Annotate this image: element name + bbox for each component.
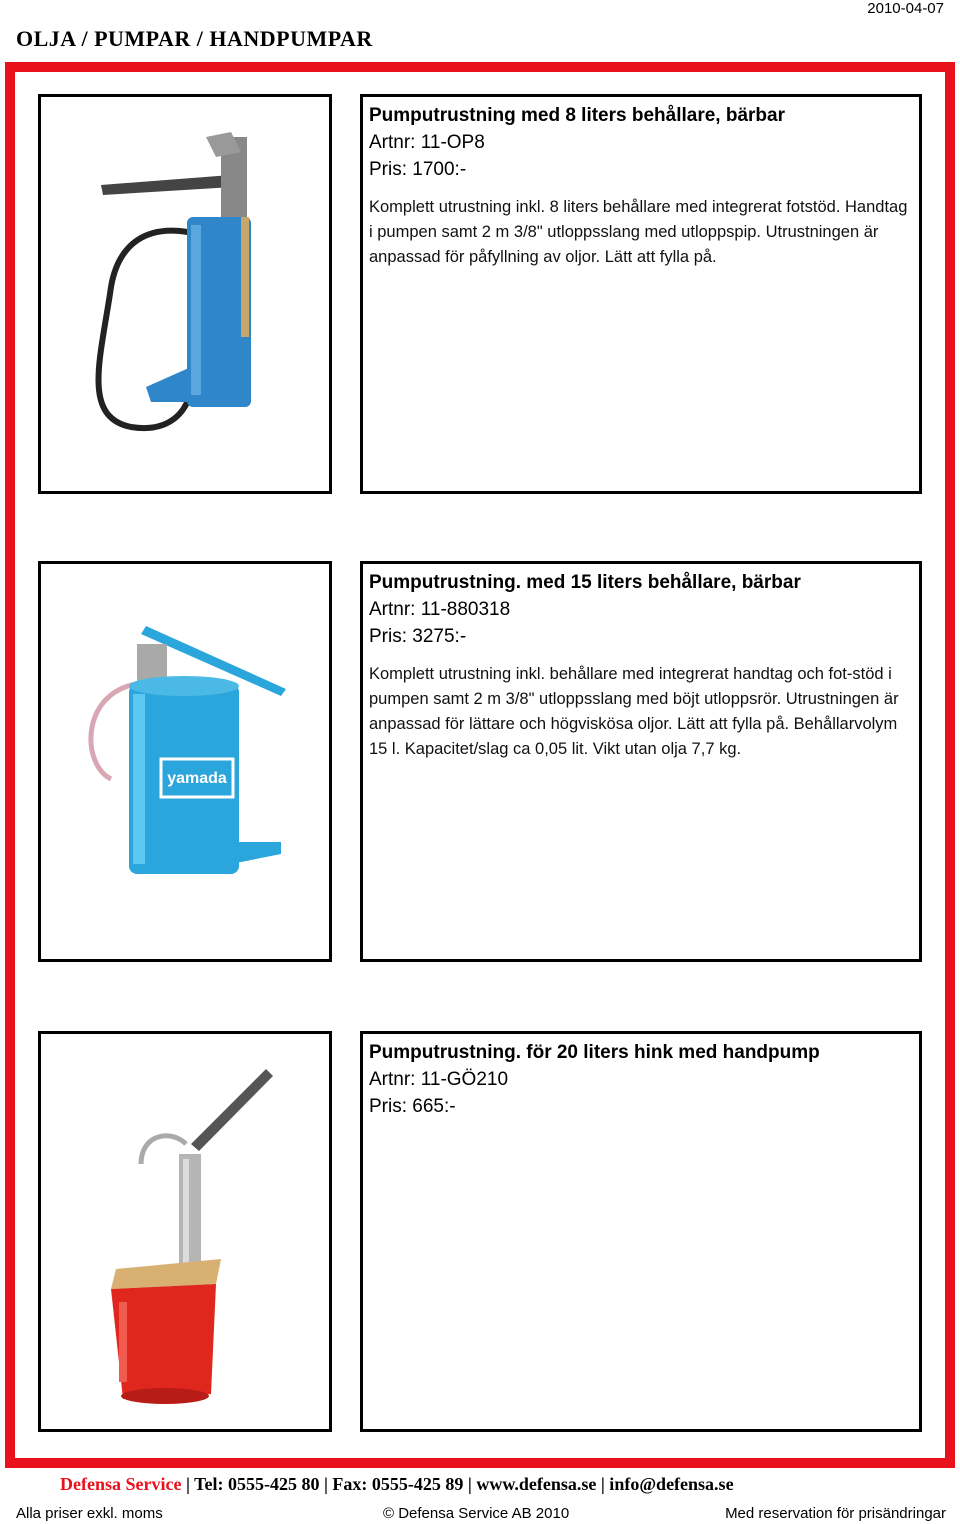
footer-copyright: © Defensa Service AB 2010 [383, 1505, 570, 1522]
page-title: OLJA / PUMPAR / HANDPUMPAR [16, 26, 373, 51]
footer-brand: Defensa Service [60, 1474, 182, 1494]
product-description: Komplett utrustning inkl. behållare med integrerat handtag och fot-stöd i pumpen samt 2 m 3/8" utloppsslang med böjt utloppsrör. Utrustningen är anpassad för lättare och högviskösa oljor. Lätt att fylla på. Behållarvolym 15 l. Kapacitet/slag ca 0,05 lit. Vikt utan olja 7,7 kg. [369, 665, 899, 758]
red-bucket-pump-image [41, 1034, 329, 1429]
yamada-15l-pump-image [41, 564, 329, 959]
product-artnr: Artnr: 11-880318 [369, 599, 511, 620]
product-image-box-3 [38, 1031, 332, 1432]
product-title: Pumputrustning med 8 liters behållare, bärbar [369, 105, 785, 126]
product-price: Pris: 1700:- [369, 159, 467, 180]
product-price: Pris: 3275:- [369, 626, 467, 647]
product-price: Pris: 665:- [369, 1096, 456, 1117]
product-image-box-1 [38, 94, 332, 494]
product-description: Komplett utrustning inkl. 8 liters behållare med integrerat fotstöd. Handtag i pumpen samt 2 m 3/8" utloppsslang med utloppspip. Utrustningen är anpassad för påfyllning av oljor. Lätt att fylla på. [369, 198, 908, 266]
product-info-box-1 [360, 94, 922, 494]
footer-reservation: Med reservation för prisändringar [725, 1505, 946, 1522]
product-title: Pumputrustning. med 15 liters behållare, bärbar [369, 572, 801, 593]
blue-8l-pump-image [41, 97, 329, 491]
product-artnr: Artnr: 11-GÖ210 [369, 1069, 509, 1090]
product-image-box-2 [38, 561, 332, 962]
product-info-box-2 [360, 561, 922, 962]
product-info-box-3 [360, 1031, 922, 1432]
footer-prices-note: Alla priser exkl. moms [16, 1505, 163, 1522]
footer-contact-details: | Tel: 0555-425 80 | Fax: 0555-425 89 | www.defensa.se | info@defensa.se [185, 1474, 734, 1494]
product-title: Pumputrustning. för 20 liters hink med handpump [369, 1042, 820, 1063]
product-artnr: Artnr: 11-OP8 [369, 132, 485, 153]
yamada-logo: yamada [167, 770, 227, 787]
document-date: 2010-04-07 [867, 0, 944, 17]
footer-contact-line [60, 1474, 734, 1495]
